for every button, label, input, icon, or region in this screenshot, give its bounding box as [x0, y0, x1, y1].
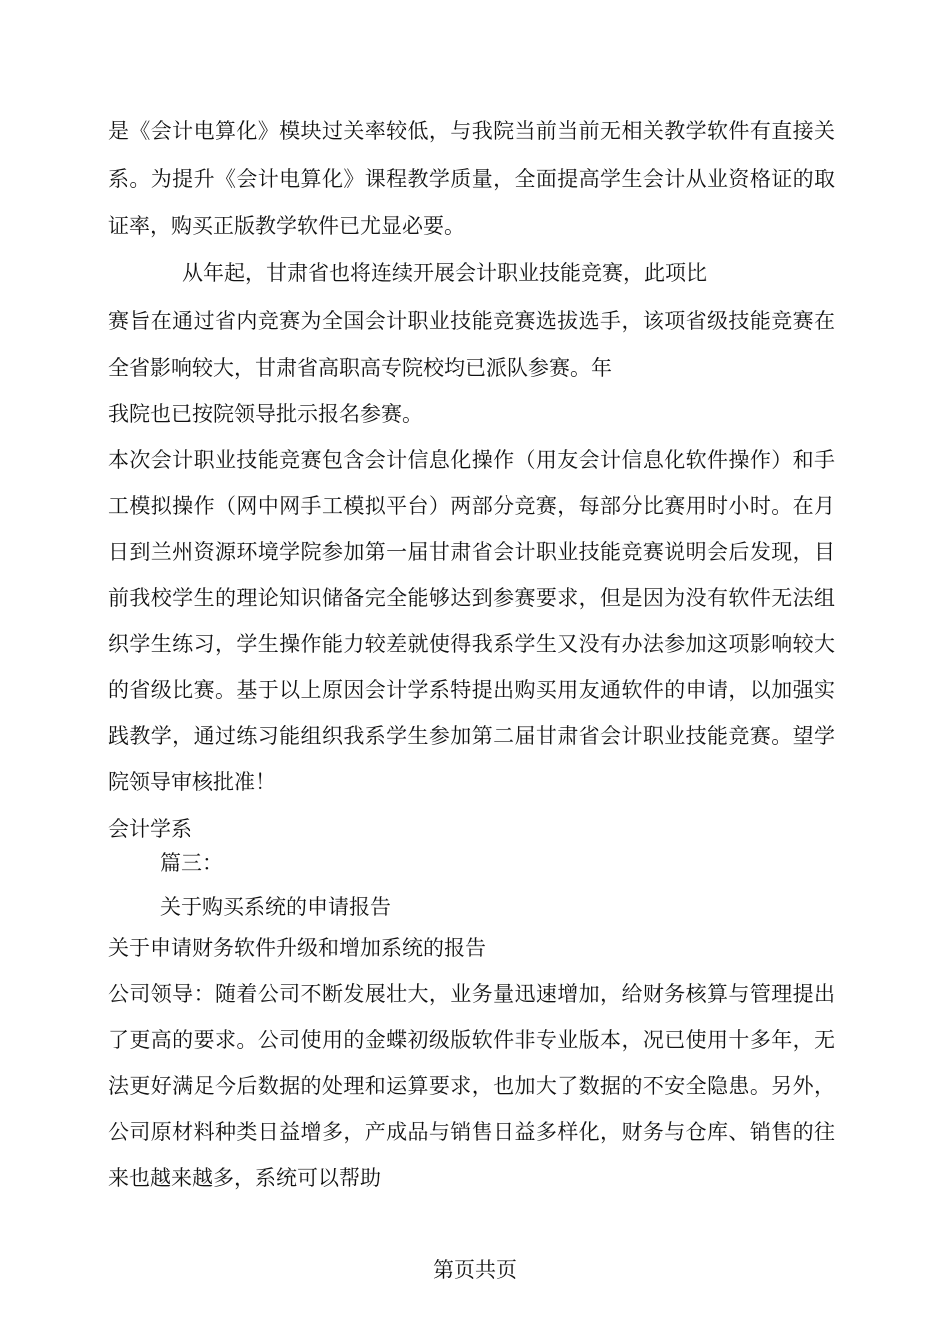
paragraph-line: 工模拟操作（网中网手工模拟平台）两部分竞赛，每部分比赛用时小时。在月: [108, 494, 835, 518]
paragraph-line: 日到兰州资源环境学院参加第一届甘肃省会计职业技能竞赛说明会后发现，目: [108, 540, 835, 564]
document-subtitle: 关于申请财务软件升级和增加系统的报告: [108, 936, 486, 960]
paragraph-line: 践教学，通过练习能组织我系学生参加第二届甘肃省会计职业技能竞赛。望学: [108, 724, 835, 748]
paragraph-line: 织学生练习，学生操作能力较差就使得我系学生又没有办法参加这项影响较大: [108, 632, 835, 656]
signature-line: 会计学系: [108, 817, 192, 841]
paragraph-line: 了更高的要求。公司使用的金蝶初级版软件非专业版本，况已使用十多年，无: [108, 1028, 835, 1052]
paragraph-line: 证率，购买正版教学软件已尤显必要。: [108, 214, 465, 238]
paragraph-line: 从年起，甘肃省也将连续开展会计职业技能竞赛，此项比: [182, 261, 707, 285]
paragraph-line: 本次会计职业技能竞赛包含会计信息化操作（用友会计信息化软件操作）和手: [108, 448, 835, 472]
paragraph-line: 我院也已按院领导批示报名参赛。: [108, 402, 423, 426]
paragraph-line: 前我校学生的理论知识储备完全能够达到参赛要求，但是因为没有软件无法组: [108, 586, 835, 610]
paragraph-line: 赛旨在通过省内竞赛为全国会计职业技能竞赛选拔选手，该项省级技能竞赛在: [108, 309, 835, 333]
document-title: 关于购买系统的申请报告: [160, 895, 391, 919]
paragraph-line: 院领导审核批准！: [108, 770, 276, 794]
paragraph-line: 法更好满足今后数据的处理和运算要求，也加大了数据的不安全隐患。另外，: [108, 1074, 835, 1098]
paragraph-line: 的省级比赛。基于以上原因会计学系特提出购买用友通软件的申请，以加强实: [108, 678, 835, 702]
section-heading: 篇三：: [160, 851, 223, 875]
paragraph-line: 是《会计电算化》模块过关率较低，与我院当前当前无相关教学软件有直接关: [108, 119, 835, 143]
paragraph-line: 来也越来越多，系统可以帮助: [108, 1166, 381, 1190]
page-footer: 第页共页: [433, 1258, 517, 1282]
paragraph-line: 公司领导：随着公司不断发展壮大，业务量迅速增加，给财务核算与管理提出: [108, 982, 835, 1006]
paragraph-line: 全省影响较大，甘肃省高职高专院校均已派队参赛。年: [108, 356, 612, 380]
paragraph-line: 公司原材料种类日益增多，产成品与销售日益多样化，财务与仓库、销售的往: [108, 1120, 835, 1144]
paragraph-line: 系。为提升《会计电算化》课程教学质量，全面提高学生会计从业资格证的取: [108, 167, 835, 191]
